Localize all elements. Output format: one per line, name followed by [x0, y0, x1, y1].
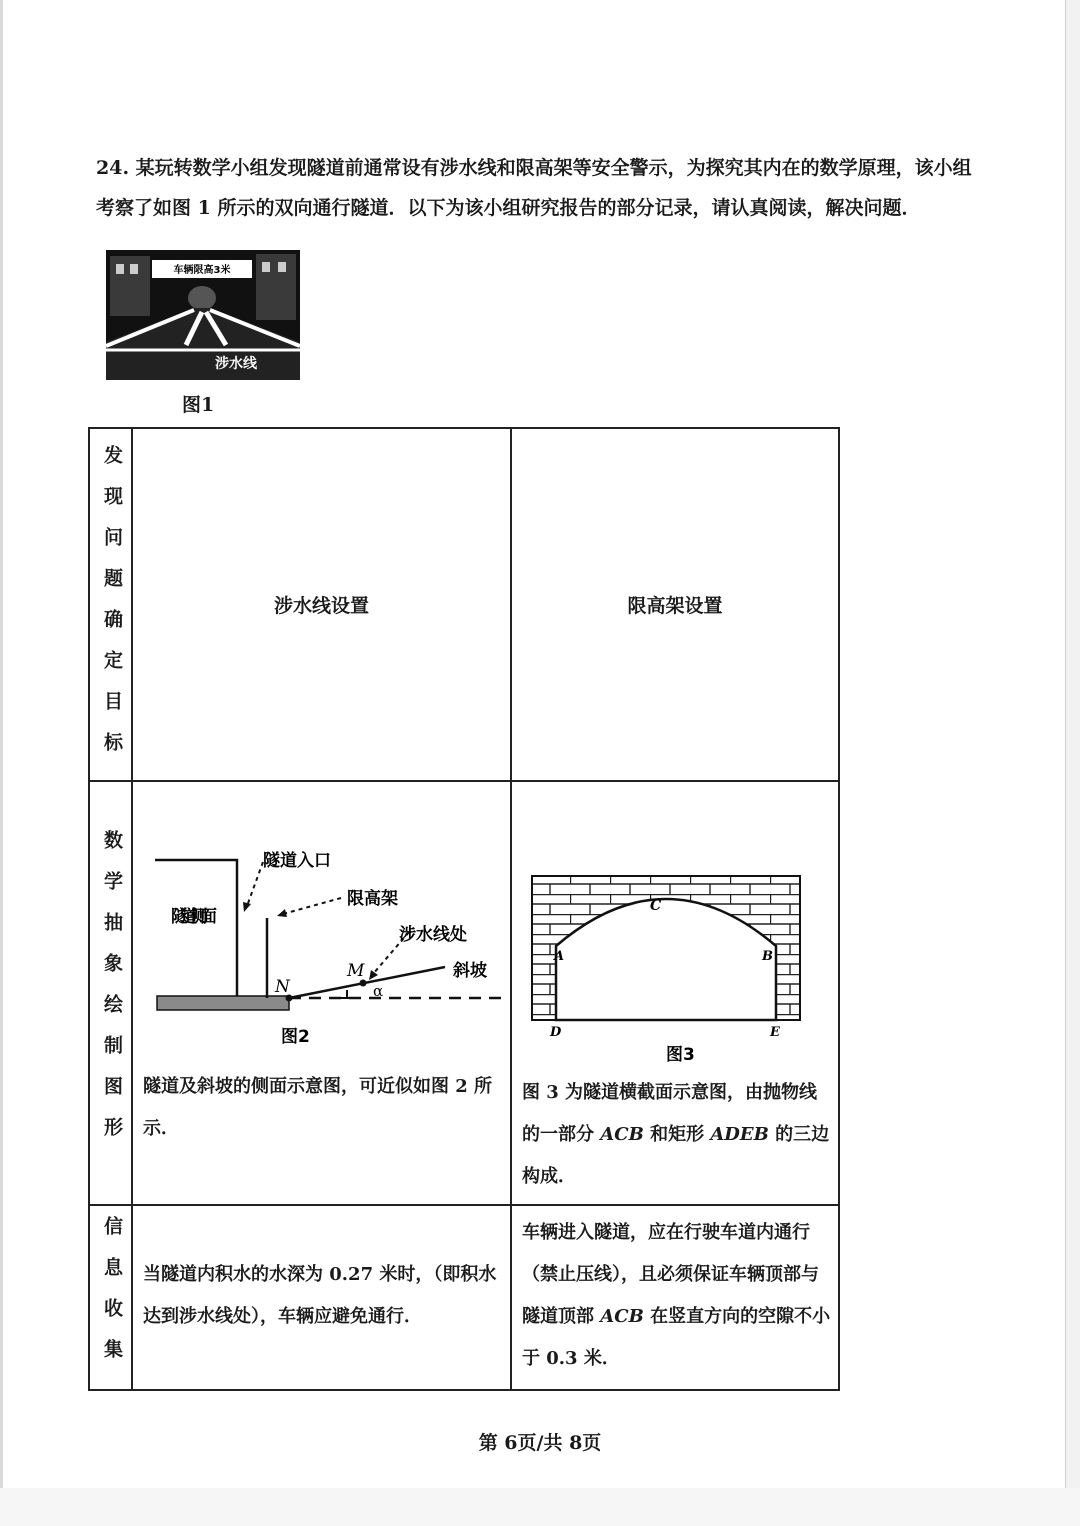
row-goal — [89, 428, 839, 781]
clearance-info-acb: ACB — [600, 1306, 644, 1327]
row-goal-label-cell — [89, 428, 132, 781]
row-abstract-label-cell — [89, 781, 132, 1205]
fig3-point-d: D — [550, 1025, 562, 1040]
fig3-caption: 图3 — [666, 1045, 695, 1065]
fig2-point-n: N — [275, 977, 290, 997]
fig3-desc-part1: 图 3 为隧道横截面示意图，由抛物线的一部分 — [522, 1082, 818, 1145]
row-abstract-label: 数学抽象绘制图形 — [101, 830, 123, 1158]
row-abstract-right-cell — [511, 781, 839, 1205]
question-text: 24. 某玩转数学小组发现隧道前通常设有涉水线和限高架等安全警示，为探究其内在的数学原理，该小组考察了如图 1 所示的双向通行隧道．以下为该小组研究报告的部分记录，请认真阅读，解决问题． — [96, 157, 972, 219]
row-abstract — [89, 781, 839, 1205]
report-table — [88, 427, 840, 1391]
fig2-tunnel-entrance: 隧道入口 — [263, 851, 331, 871]
scan-edge-bottom — [0, 1488, 1080, 1526]
fig2-description: 隧道及斜坡的侧面示意图，可近似如图 2 所示． — [143, 1076, 493, 1139]
row-goal-left-cell — [132, 428, 511, 781]
fig2-caption: 图2 — [281, 1027, 310, 1047]
height-limit-setting: 限高架设置 — [627, 595, 723, 617]
row-info-left-cell — [132, 1205, 511, 1390]
figure2-diagram — [151, 842, 501, 1052]
water-line-setting: 涉水线设置 — [273, 595, 369, 617]
row-info — [89, 1205, 839, 1390]
clearance-info-part2: 在竖直方向的空隙不小于 0.3 米． — [522, 1306, 831, 1369]
scan-edge-left — [0, 0, 3, 1526]
fig1-sign-text: 车辆限高3米 — [173, 265, 231, 276]
fig2-tunnel-side: 隧道侧面 — [171, 907, 217, 927]
water-depth-info: 当隧道内积水的水深为 0.27 米时，（即积水达到涉水线处），车辆应避免通行． — [143, 1264, 497, 1327]
figure1-photo — [106, 250, 300, 380]
fig2-water-line: 涉水线处 — [399, 925, 467, 945]
row-goal-label: 发现问题确定目标 — [101, 445, 123, 773]
fig3-point-b: B — [762, 949, 773, 964]
fig3-desc-adeb: ADEB — [710, 1124, 769, 1145]
row-info-right-cell — [511, 1205, 839, 1390]
fig3-desc-acb: ACB — [600, 1124, 644, 1145]
fig3-point-a: A — [554, 949, 565, 964]
figure1-caption: 图1 — [182, 394, 215, 416]
scan-edge-right — [1065, 0, 1080, 1526]
figure3-diagram — [530, 874, 822, 1070]
row-abstract-left-cell — [132, 781, 511, 1205]
row-info-label-cell — [89, 1205, 132, 1390]
page-footer: 第 6页/共 8页 — [478, 1432, 602, 1454]
fig2-angle: α — [373, 982, 384, 1000]
fig2-point-m: M — [347, 961, 365, 981]
row-goal-right-cell — [511, 428, 839, 781]
fig3-desc-part3: 的三边构成． — [522, 1124, 830, 1187]
fig3-description — [522, 1072, 832, 1198]
fig3-point-c: C — [650, 898, 662, 914]
fig3-point-e: E — [770, 1025, 780, 1040]
fig2-slope: 斜坡 — [453, 961, 487, 981]
clearance-info-part1: 车辆进入隧道，应在行驶车道内通行（禁止压线），且必须保证车辆顶部与隧道顶部 — [522, 1222, 819, 1327]
clearance-info — [522, 1212, 834, 1380]
row-info-label: 信息收集 — [101, 1216, 123, 1380]
fig3-desc-part2: 和矩形 — [643, 1124, 711, 1145]
fig1-road-text: 涉水线 — [215, 356, 257, 372]
fig2-height-limit: 限高架 — [347, 889, 398, 909]
